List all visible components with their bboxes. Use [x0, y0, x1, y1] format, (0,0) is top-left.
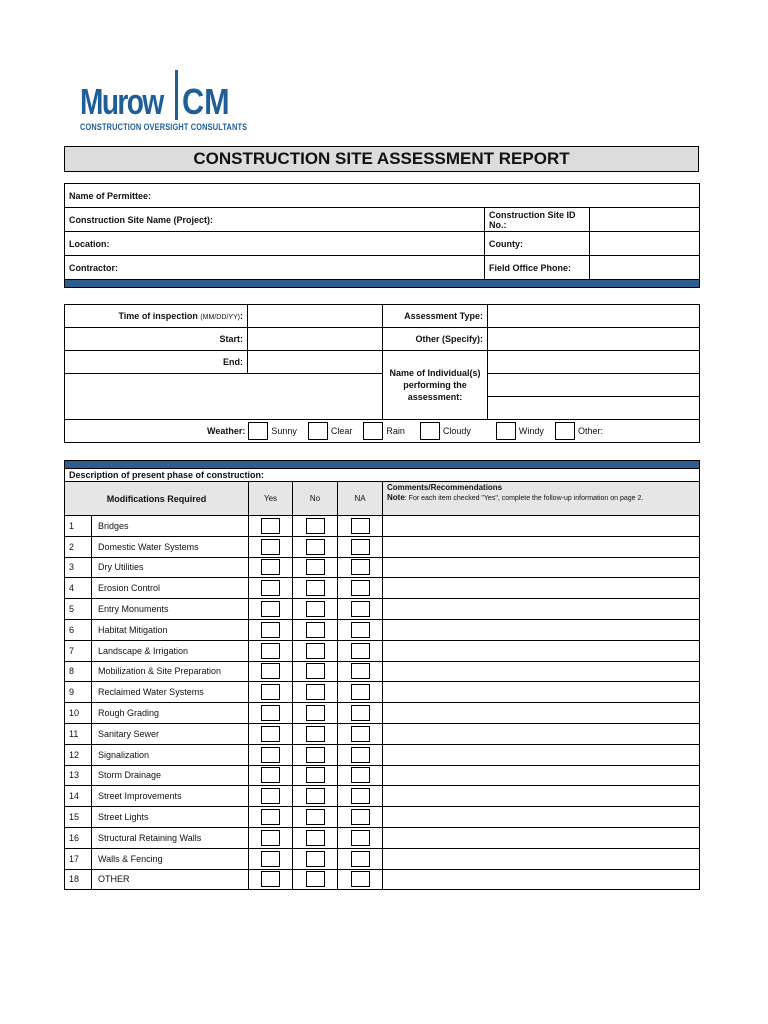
no-header: No	[293, 482, 338, 516]
start-input[interactable]	[248, 328, 383, 351]
report-title: CONSTRUCTION SITE ASSESSMENT REPORT	[64, 146, 699, 172]
logo-tagline: CONSTRUCTION OVERSIGHT CONSULTANTS	[80, 122, 248, 132]
yes-checkbox[interactable]	[261, 788, 280, 804]
na-cell	[338, 640, 383, 661]
start-label: Start:	[65, 328, 248, 351]
no-cell	[293, 682, 338, 703]
na-checkbox[interactable]	[351, 851, 370, 867]
item-name: Habitat Mitigation	[92, 619, 249, 640]
item-number: 17	[65, 848, 92, 869]
no-cell	[293, 557, 338, 578]
yes-checkbox[interactable]	[261, 851, 280, 867]
comments-input[interactable]	[383, 703, 700, 724]
permittee-label: Name of Permittee:	[69, 190, 152, 201]
site-name-field[interactable]	[65, 208, 485, 232]
na-cell	[338, 578, 383, 599]
item-number: 12	[65, 744, 92, 765]
no-checkbox[interactable]	[306, 726, 325, 742]
item-name: Erosion Control	[92, 578, 249, 599]
yes-checkbox[interactable]	[261, 580, 280, 596]
na-cell	[338, 619, 383, 640]
yes-checkbox[interactable]	[261, 663, 280, 679]
table-row	[65, 765, 700, 786]
table-row	[65, 723, 700, 744]
item-name: Structural Retaining Walls	[92, 827, 249, 848]
no-checkbox[interactable]	[306, 643, 325, 659]
na-cell	[338, 682, 383, 703]
na-cell	[338, 703, 383, 724]
yes-checkbox[interactable]	[261, 622, 280, 638]
logo-word: Murow	[80, 81, 163, 122]
na-checkbox[interactable]	[351, 643, 370, 659]
item-number: 1	[65, 516, 92, 537]
item-number: 7	[65, 640, 92, 661]
na-cell	[338, 744, 383, 765]
na-checkbox[interactable]	[351, 871, 370, 887]
end-label: End:	[65, 351, 248, 374]
na-checkbox[interactable]	[351, 767, 370, 783]
modifications-divider	[65, 461, 700, 469]
weather-row	[65, 420, 700, 443]
item-number: 11	[65, 723, 92, 744]
item-number: 8	[65, 661, 92, 682]
na-checkbox[interactable]	[351, 705, 370, 721]
item-name: Domestic Water Systems	[92, 536, 249, 557]
na-cell	[338, 848, 383, 869]
item-name: Rough Grading	[92, 703, 249, 724]
individual-input-3[interactable]	[488, 397, 700, 420]
weather-rain-checkbox[interactable]	[363, 422, 383, 440]
yes-checkbox[interactable]	[261, 830, 280, 846]
na-checkbox[interactable]	[351, 747, 370, 763]
notes-area[interactable]	[65, 374, 383, 420]
na-checkbox[interactable]	[351, 663, 370, 679]
comments-title: Comments/Recommendations	[387, 483, 503, 492]
no-cell	[293, 744, 338, 765]
comments-input[interactable]	[383, 869, 700, 890]
no-cell	[293, 661, 338, 682]
site-name-label: Construction Site Name (Project):	[69, 214, 214, 225]
comments-input[interactable]	[383, 557, 700, 578]
na-checkbox[interactable]	[351, 684, 370, 700]
comments-header	[383, 482, 700, 516]
county-input[interactable]	[590, 232, 700, 256]
no-cell	[293, 765, 338, 786]
no-cell	[293, 536, 338, 557]
no-cell	[293, 640, 338, 661]
end-input[interactable]	[248, 351, 383, 374]
table-row	[65, 661, 700, 682]
no-cell	[293, 619, 338, 640]
permittee-field[interactable]	[65, 184, 700, 208]
na-cell	[338, 807, 383, 828]
table-row	[65, 744, 700, 765]
yes-cell	[249, 703, 293, 724]
no-cell	[293, 786, 338, 807]
comments-input[interactable]	[383, 599, 700, 620]
time-colon: :	[240, 311, 243, 321]
yes-cell	[249, 661, 293, 682]
no-cell	[293, 848, 338, 869]
no-checkbox[interactable]	[306, 705, 325, 721]
yes-cell	[249, 744, 293, 765]
contractor-field[interactable]	[65, 256, 485, 280]
comments-input[interactable]	[383, 807, 700, 828]
no-checkbox[interactable]	[306, 539, 325, 555]
company-logo	[80, 70, 248, 136]
table-row	[65, 640, 700, 661]
comments-input[interactable]	[383, 536, 700, 557]
na-checkbox[interactable]	[351, 580, 370, 596]
yes-checkbox[interactable]	[261, 705, 280, 721]
yes-cell	[249, 640, 293, 661]
item-name: Dry Utilities	[92, 557, 249, 578]
no-checkbox[interactable]	[306, 684, 325, 700]
item-name: Street Lights	[92, 807, 249, 828]
modifications-header: Modifications Required	[65, 482, 249, 516]
na-checkbox[interactable]	[351, 788, 370, 804]
no-cell	[293, 723, 338, 744]
table-row	[65, 682, 700, 703]
comments-input[interactable]	[383, 723, 700, 744]
na-checkbox[interactable]	[351, 559, 370, 575]
assessment-type-input[interactable]	[488, 305, 700, 328]
note-text: : For each item checked "Yes", complete the follow-up information on page 2.	[404, 495, 644, 502]
note-label: Note	[387, 493, 405, 502]
table-row	[65, 619, 700, 640]
item-name: Walls & Fencing	[92, 848, 249, 869]
table-row	[65, 869, 700, 890]
na-checkbox[interactable]	[351, 830, 370, 846]
yes-checkbox[interactable]	[261, 559, 280, 575]
item-number: 9	[65, 682, 92, 703]
item-name: Landscape & Irrigation	[92, 640, 249, 661]
no-cell	[293, 807, 338, 828]
comments-input[interactable]	[383, 640, 700, 661]
no-checkbox[interactable]	[306, 830, 325, 846]
item-name: Reclaimed Water Systems	[92, 682, 249, 703]
table-row	[65, 848, 700, 869]
yes-checkbox[interactable]	[261, 684, 280, 700]
weather-cloudy-label: Cloudy	[442, 426, 471, 436]
item-name: Street Improvements	[92, 786, 249, 807]
item-name: OTHER	[92, 869, 249, 890]
no-checkbox[interactable]	[306, 871, 325, 887]
na-header: NA	[338, 482, 383, 516]
table-row	[65, 536, 700, 557]
yes-cell	[249, 557, 293, 578]
field-phone-label: Field Office Phone:	[485, 256, 590, 280]
no-checkbox[interactable]	[306, 788, 325, 804]
na-cell	[338, 661, 383, 682]
no-checkbox[interactable]	[306, 663, 325, 679]
comments-input[interactable]	[383, 619, 700, 640]
item-number: 14	[65, 786, 92, 807]
na-checkbox[interactable]	[351, 539, 370, 555]
no-checkbox[interactable]	[306, 809, 325, 825]
no-cell	[293, 516, 338, 537]
no-cell	[293, 578, 338, 599]
no-checkbox[interactable]	[306, 580, 325, 596]
item-name: Bridges	[92, 516, 249, 537]
na-cell	[338, 516, 383, 537]
no-cell	[293, 869, 338, 890]
item-number: 3	[65, 557, 92, 578]
yes-cell	[249, 578, 293, 599]
other-specify-label: Other (Specify):	[383, 328, 488, 351]
comments-input[interactable]	[383, 848, 700, 869]
location-field[interactable]	[65, 232, 485, 256]
item-name: Sanitary Sewer	[92, 723, 249, 744]
comments-input[interactable]	[383, 578, 700, 599]
item-name: Entry Monuments	[92, 599, 249, 620]
weather-cloudy-checkbox[interactable]	[420, 422, 440, 440]
site-id-input[interactable]	[590, 208, 700, 232]
weather-windy-checkbox[interactable]	[496, 422, 516, 440]
comments-input[interactable]	[383, 827, 700, 848]
na-cell	[338, 827, 383, 848]
yes-checkbox[interactable]	[261, 747, 280, 763]
item-name: Storm Drainage	[92, 765, 249, 786]
inspection-table	[64, 304, 700, 443]
logo-cm: CM	[182, 81, 230, 122]
logo-divider	[175, 70, 178, 120]
weather-other-checkbox[interactable]	[555, 422, 575, 440]
table-row	[65, 807, 700, 828]
na-checkbox[interactable]	[351, 622, 370, 638]
item-name: Mobilization & Site Preparation	[92, 661, 249, 682]
table-row	[65, 827, 700, 848]
no-checkbox[interactable]	[306, 559, 325, 575]
no-checkbox[interactable]	[306, 767, 325, 783]
time-format: (MM/DD/YY)	[200, 314, 240, 321]
na-cell	[338, 723, 383, 744]
weather-clear-label: Clear	[330, 426, 353, 436]
yes-checkbox[interactable]	[261, 643, 280, 659]
individual-input-2[interactable]	[488, 374, 700, 397]
item-number: 13	[65, 765, 92, 786]
no-checkbox[interactable]	[306, 747, 325, 763]
table-row	[65, 786, 700, 807]
weather-other-label: Other:	[577, 426, 603, 436]
comments-input[interactable]	[383, 786, 700, 807]
yes-checkbox[interactable]	[261, 767, 280, 783]
county-label: County:	[485, 232, 590, 256]
no-checkbox[interactable]	[306, 851, 325, 867]
other-specify-input[interactable]	[488, 328, 700, 351]
general-info-table	[64, 183, 700, 288]
na-cell	[338, 557, 383, 578]
na-checkbox[interactable]	[351, 518, 370, 534]
comments-input[interactable]	[383, 682, 700, 703]
weather-windy-label: Windy	[518, 426, 544, 436]
yes-checkbox[interactable]	[261, 726, 280, 742]
section-divider	[65, 280, 700, 288]
no-cell	[293, 827, 338, 848]
yes-cell	[249, 682, 293, 703]
contractor-label: Contractor:	[69, 262, 118, 273]
yes-checkbox[interactable]	[261, 518, 280, 534]
yes-cell	[249, 786, 293, 807]
comments-input[interactable]	[383, 744, 700, 765]
na-cell	[338, 869, 383, 890]
yes-checkbox[interactable]	[261, 539, 280, 555]
yes-cell	[249, 723, 293, 744]
item-number: 16	[65, 827, 92, 848]
weather-sunny-checkbox[interactable]	[248, 422, 268, 440]
weather-rain-label: Rain	[386, 426, 405, 436]
table-row	[65, 599, 700, 620]
time-label: Time of inspection	[118, 311, 198, 321]
yes-header: Yes	[249, 482, 293, 516]
table-row	[65, 578, 700, 599]
na-cell	[338, 765, 383, 786]
inspection-date-input[interactable]	[248, 305, 383, 328]
na-checkbox[interactable]	[351, 726, 370, 742]
weather-clear-checkbox[interactable]	[308, 422, 328, 440]
yes-cell	[249, 599, 293, 620]
assessment-type-label: Assessment Type:	[383, 305, 488, 328]
na-cell	[338, 786, 383, 807]
item-number: 15	[65, 807, 92, 828]
item-number: 5	[65, 599, 92, 620]
comments-input[interactable]	[383, 516, 700, 537]
yes-cell	[249, 516, 293, 537]
no-cell	[293, 599, 338, 620]
yes-cell	[249, 807, 293, 828]
table-row	[65, 516, 700, 537]
item-number: 18	[65, 869, 92, 890]
na-cell	[338, 536, 383, 557]
individual-input-1[interactable]	[488, 351, 700, 374]
yes-checkbox[interactable]	[261, 871, 280, 887]
field-phone-input[interactable]	[590, 256, 700, 280]
no-cell	[293, 703, 338, 724]
no-checkbox[interactable]	[306, 622, 325, 638]
weather-label: Weather:	[207, 426, 246, 436]
yes-cell	[249, 536, 293, 557]
yes-cell	[249, 848, 293, 869]
yes-cell	[249, 827, 293, 848]
no-checkbox[interactable]	[306, 601, 325, 617]
item-number: 6	[65, 619, 92, 640]
present-phase-field[interactable]	[65, 469, 700, 482]
location-label: Location:	[69, 238, 110, 249]
na-checkbox[interactable]	[351, 809, 370, 825]
weather-sunny-label: Sunny	[271, 426, 297, 436]
na-checkbox[interactable]	[351, 601, 370, 617]
table-row	[65, 703, 700, 724]
item-number: 2	[65, 536, 92, 557]
yes-cell	[249, 619, 293, 640]
individuals-label: Name of Individual(s) performing the assessment:	[383, 351, 488, 420]
na-cell	[338, 599, 383, 620]
present-phase-label: Description of present phase of construction:	[69, 470, 265, 480]
modifications-table	[64, 460, 700, 890]
item-number: 10	[65, 703, 92, 724]
item-number: 4	[65, 578, 92, 599]
comments-input[interactable]	[383, 765, 700, 786]
no-checkbox[interactable]	[306, 518, 325, 534]
yes-checkbox[interactable]	[261, 809, 280, 825]
table-row	[65, 557, 700, 578]
site-id-label: Construction Site ID No.:	[485, 208, 590, 232]
yes-cell	[249, 869, 293, 890]
comments-input[interactable]	[383, 661, 700, 682]
item-name: Signalization	[92, 744, 249, 765]
yes-cell	[249, 765, 293, 786]
time-of-inspection-label	[65, 305, 248, 328]
yes-checkbox[interactable]	[261, 601, 280, 617]
